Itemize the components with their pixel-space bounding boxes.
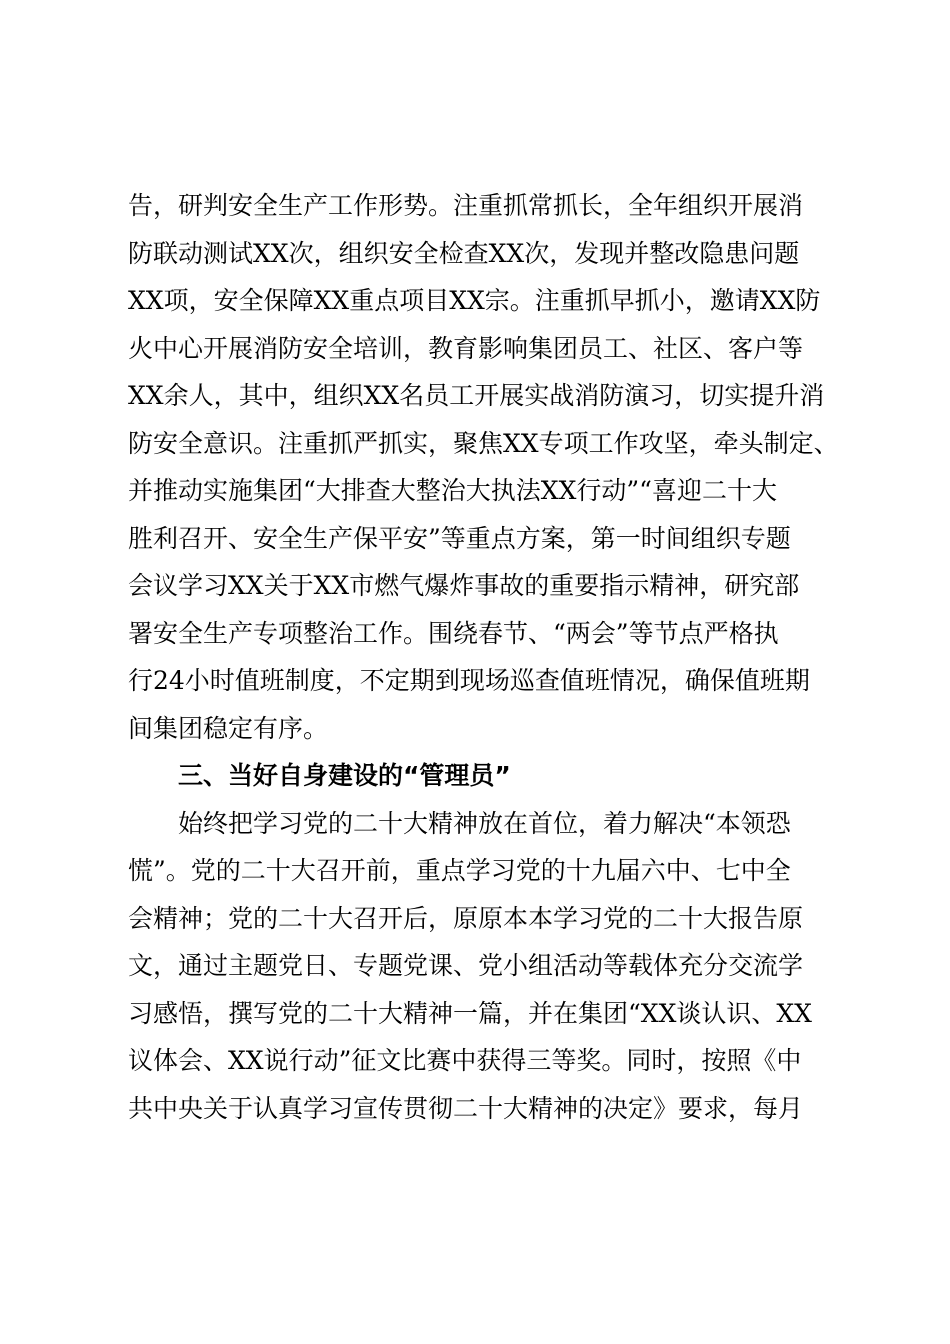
paragraph-2-line-7: 共中央关于认真学习宣传贯彻二十大精神的决定》要求，每月: [128, 1093, 804, 1123]
document-body: [128, 182, 848, 1132]
paragraph-1-line-6: 防安全意识。注重抓严抓实，聚焦XX专项工作攻坚，牵头制定、: [128, 428, 839, 458]
paragraph-1-line-5: XX余人，其中，组织XX名员工开展实战消防演习，切实提升消: [128, 381, 825, 410]
paragraph-1-line-1: 告，研判安全生产工作形势。注重抓常抓长，全年组织开展消: [128, 191, 804, 220]
paragraph-2-line-6: 议体会、XX说行动”征文比赛中获得三等奖。同时，按照《中: [128, 1046, 802, 1075]
paragraph-1-line-3: XX项，安全保障XX重点项目XX宗。注重抓早抓小，邀请XX防: [128, 286, 821, 315]
section-heading: 三、当好自身建设的“管理员”: [178, 761, 511, 790]
paragraph-1-line-12: 间集团稳定有序。: [128, 713, 329, 743]
paragraph-1-line-11: 行24小时值班制度，不定期到现场巡查值班情况，确保值班期: [128, 666, 810, 695]
paragraph-2-line-5: 习感悟，撰写党的二十大精神一篇，并在集团“XX谈认识、XX: [128, 998, 812, 1028]
paragraph-1-line-8: 胜利召开、安全生产保平安”等重点方案，第一时间组织专题: [128, 523, 791, 553]
paragraph-1-line-10: 署安全生产专项整治工作。围绕春节、“两会”等节点严格执: [128, 618, 779, 648]
paragraph-2-line-1: 始终把学习党的二十大精神放在首位，着力解决“本领恐: [178, 808, 791, 838]
paragraph-1-line-9: 会议学习XX关于XX市燃气爆炸事故的重要指示精神，研究部: [128, 571, 800, 600]
paragraph-1-line-4: 火中心开展消防安全培训，教育影响集团员工、社区、客户等: [128, 333, 804, 363]
paragraph-1-line-7: 并推动实施集团“大排查大整治大执法XX行动”“喜迎二十大: [128, 476, 777, 505]
paragraph-2-line-2: 慌”。党的二十大召开前，重点学习党的十九届六中、七中全: [128, 856, 791, 885]
paragraph-2-line-4: 文，通过主题党日、专题党课、党小组活动等载体充分交流学: [128, 951, 804, 980]
paragraph-1-line-2: 防联动测试XX次，组织安全检查XX次，发现并整改隐患问题: [128, 238, 800, 268]
paragraph-2-line-3: 会精神；党的二十大召开后，原原本本学习党的二十大报告原: [128, 903, 804, 933]
